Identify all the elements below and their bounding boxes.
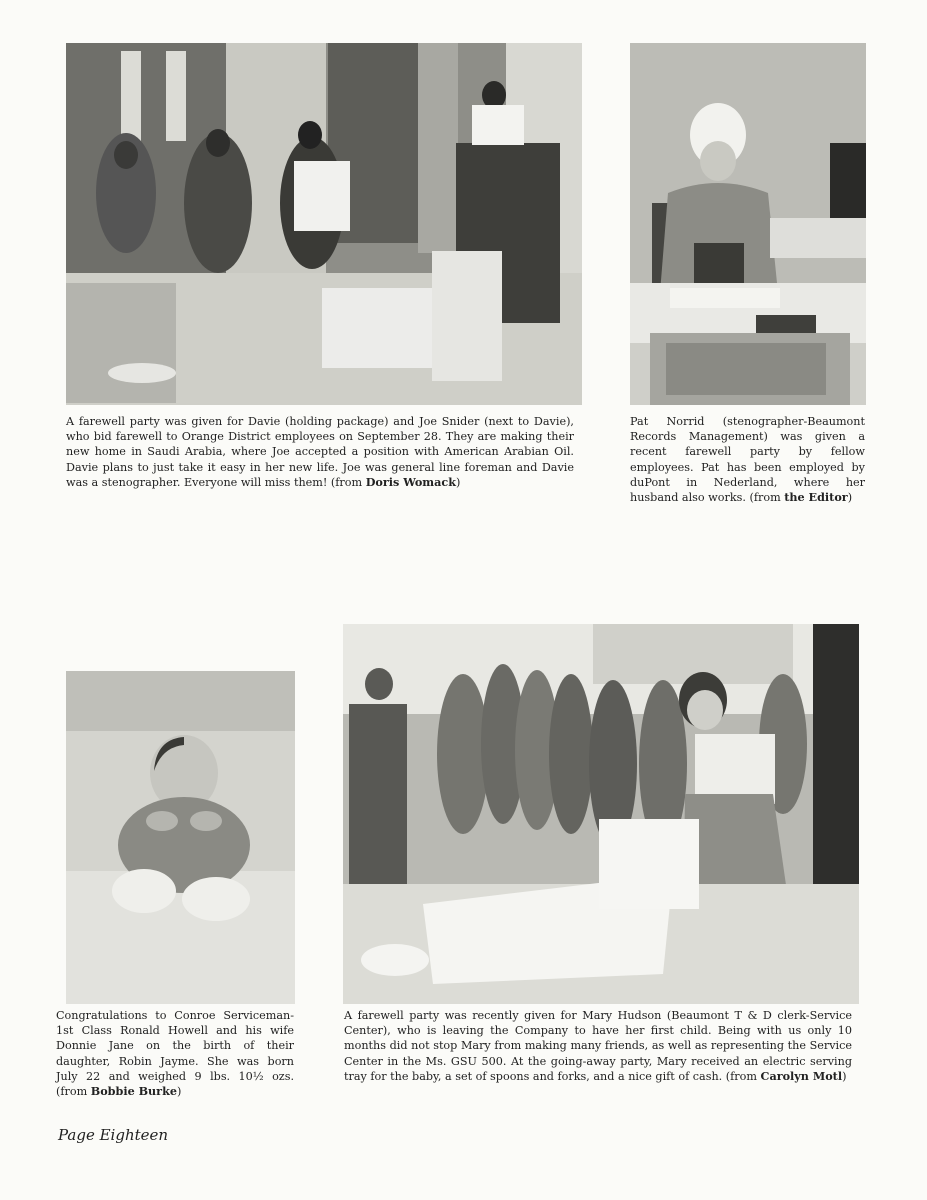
caption-credit: the Editor: [784, 490, 848, 505]
caption-baby-robin-jayme: [56, 1008, 294, 1099]
caption-pat-norrid: [630, 414, 865, 505]
caption-end: ): [455, 475, 461, 489]
page-number-label: Page Eighteen: [58, 1126, 169, 1144]
caption-credit: Carolyn Motl: [760, 1068, 843, 1083]
photo-baby-robin-jayme: [66, 671, 295, 1004]
caption-credit: Bobbie Burke: [90, 1084, 177, 1099]
caption-farewell-party-davie: [66, 414, 574, 490]
photo-mary-hudson: [343, 624, 859, 1004]
photo-pat-norrid: [630, 43, 866, 405]
caption-text: Pat Norrid (stenographer-Beaumont Records Management) was given a recent farewell party by fellow employees. Pat has been employed by duPont in Nederland, where her husband also works. (from: [630, 415, 865, 505]
caption-text: A farewell party was given for Davie (holding package) and Joe Snider (next to Davie), who bid farewell to Orange District employees on September 28. They are making their new home in Saudi Arabia, where Joe accepted a position with American Arabian Oil. Davie plans to just take it easy in her new life. Joe was general line foreman and Davie was a stenographer. Everyone will miss them! (from: [66, 415, 574, 489]
caption-end: ): [842, 1069, 847, 1083]
caption-end: ): [847, 491, 853, 505]
caption-text: A farewell party was recently given for Mary Hudson (Beaumont T & D clerk-Service Center), who is leaving the Company to have her first child. Being with us only 10 months did not stop Mary from making many friends, as well as representing the Service Center in the Ms. GSU 500. At the going-away party, Mary received an electric serving tray for the baby, a set of spoons and forks, and a nice gift of cash. (from: [344, 1009, 852, 1083]
caption-end: ): [176, 1085, 182, 1099]
caption-text: Congratulations to Conroe Serviceman-1st Class Ronald Howell and his wife Donnie Jane on the birth of their daughter, Robin Jayme. She was born July 22 and weighed 9 lbs. 10½ ozs. (from: [56, 1009, 294, 1099]
caption-mary-hudson: [344, 1008, 852, 1084]
photo-farewell-party-davie: [66, 43, 582, 405]
caption-credit: Doris Womack: [365, 474, 456, 489]
